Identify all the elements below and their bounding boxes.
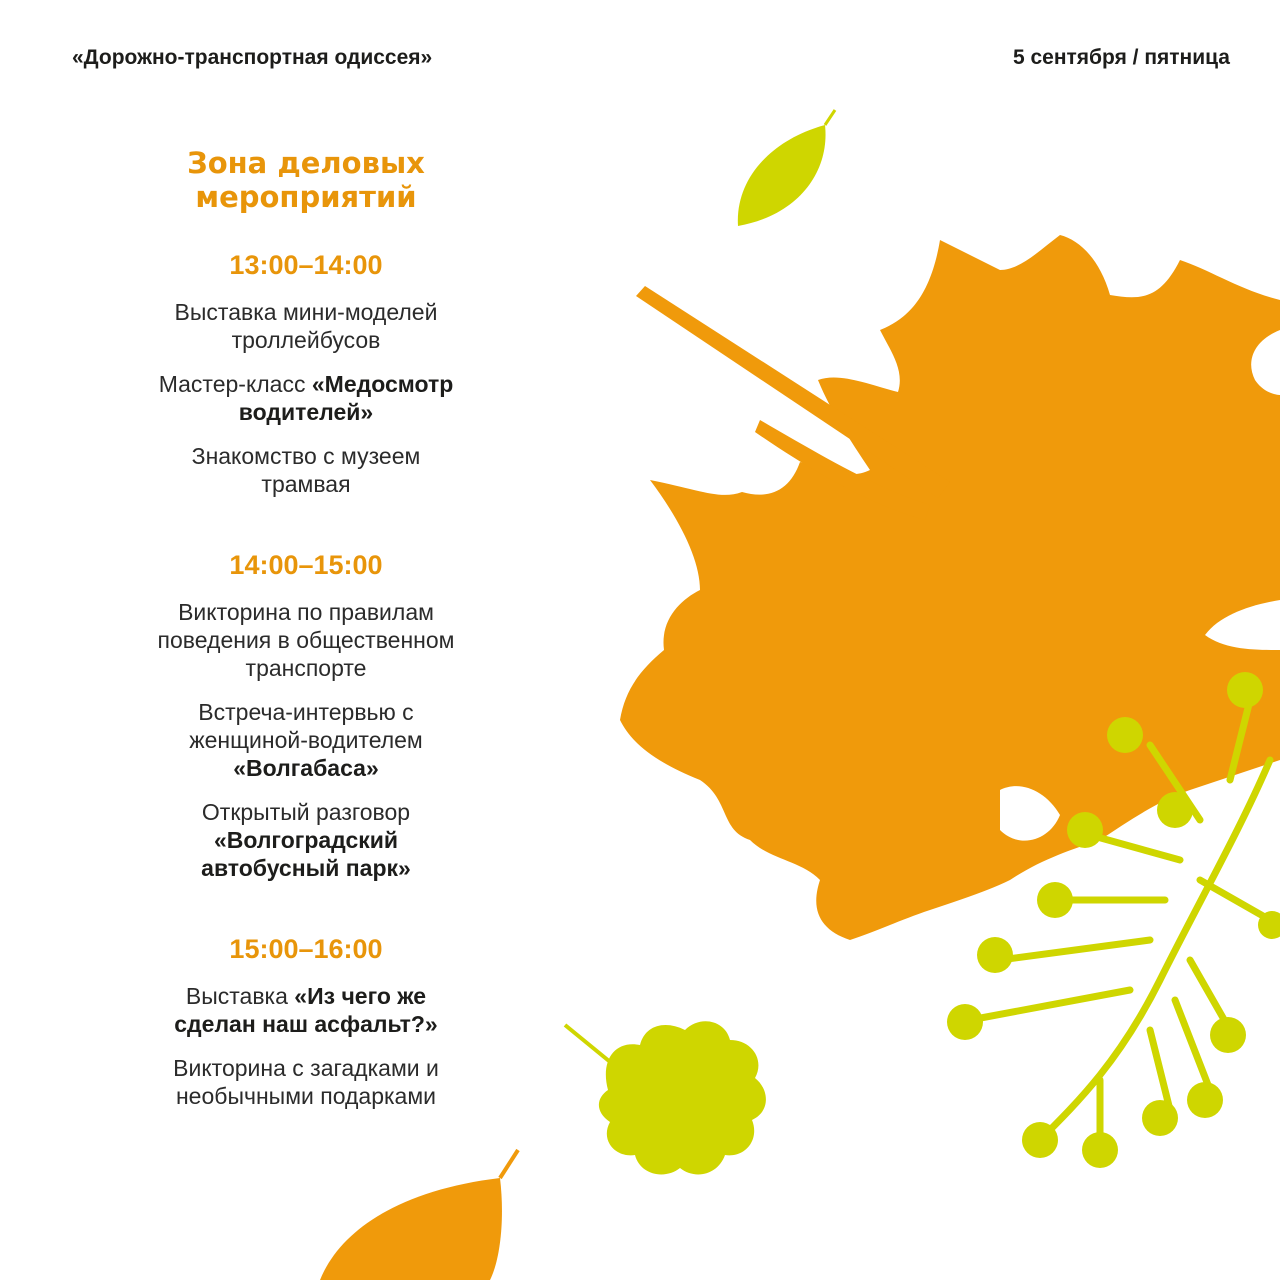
- event-text: Выставка мини-моделей: [174, 299, 438, 325]
- event-item: [96, 370, 516, 426]
- event-title: «Медосмотр: [311, 371, 454, 397]
- event-text: Мастер-класс: [158, 371, 312, 397]
- orange-leaf-icon: [320, 1178, 502, 1280]
- event-text: Викторина с загадками и: [173, 1055, 439, 1081]
- event-text: Знакомство с музеем: [191, 443, 421, 469]
- event-title: «Волгоградский: [213, 827, 399, 853]
- time-slot: [96, 248, 516, 498]
- event-item: [96, 982, 516, 1038]
- event-title: «Волгабаса»: [233, 755, 379, 781]
- event-date: 5 сентября / пятница: [1012, 46, 1230, 69]
- event-text: Открытый разговор: [201, 799, 411, 825]
- zone-title: [96, 146, 516, 214]
- time-slot: [96, 548, 516, 882]
- event-item: [96, 698, 516, 782]
- event-text: Викторина по правилам: [178, 599, 434, 625]
- zone-title-line: мероприятий: [195, 180, 417, 214]
- event-item: [96, 298, 516, 354]
- event-text: троллейбусов: [231, 327, 381, 353]
- time-slot: [96, 932, 516, 1110]
- oak-leaf-icon: [599, 1021, 766, 1174]
- event-text: трамвая: [261, 471, 351, 497]
- event-text: Выставка: [185, 983, 295, 1009]
- event-text: поведения в общественном: [157, 627, 455, 653]
- event-text: необычными подарками: [175, 1083, 437, 1109]
- event-title: сделан наш асфальт?»: [174, 1011, 438, 1037]
- green-leaf-icon: [738, 125, 826, 226]
- event-item: [96, 442, 516, 498]
- event-name: «Дорожно-транспортная одиссея»: [72, 46, 433, 69]
- event-title: «Из чего же: [294, 983, 427, 1009]
- program-schedule: [96, 146, 516, 1110]
- event-text: транспорте: [245, 655, 367, 681]
- event-item: [96, 1054, 516, 1110]
- event-title: автобусный парк»: [201, 855, 411, 881]
- event-text: Встреча-интервью с: [198, 699, 414, 725]
- event-item: [96, 598, 516, 682]
- event-text: женщиной-водителем: [189, 727, 423, 753]
- slot-time: 13:00–14:00: [229, 250, 383, 280]
- slot-time: 14:00–15:00: [229, 550, 383, 580]
- slot-time: 15:00–16:00: [229, 934, 383, 964]
- event-title: водителей»: [238, 399, 374, 425]
- event-item: [96, 798, 516, 882]
- zone-title-line: Зона деловых: [187, 146, 425, 180]
